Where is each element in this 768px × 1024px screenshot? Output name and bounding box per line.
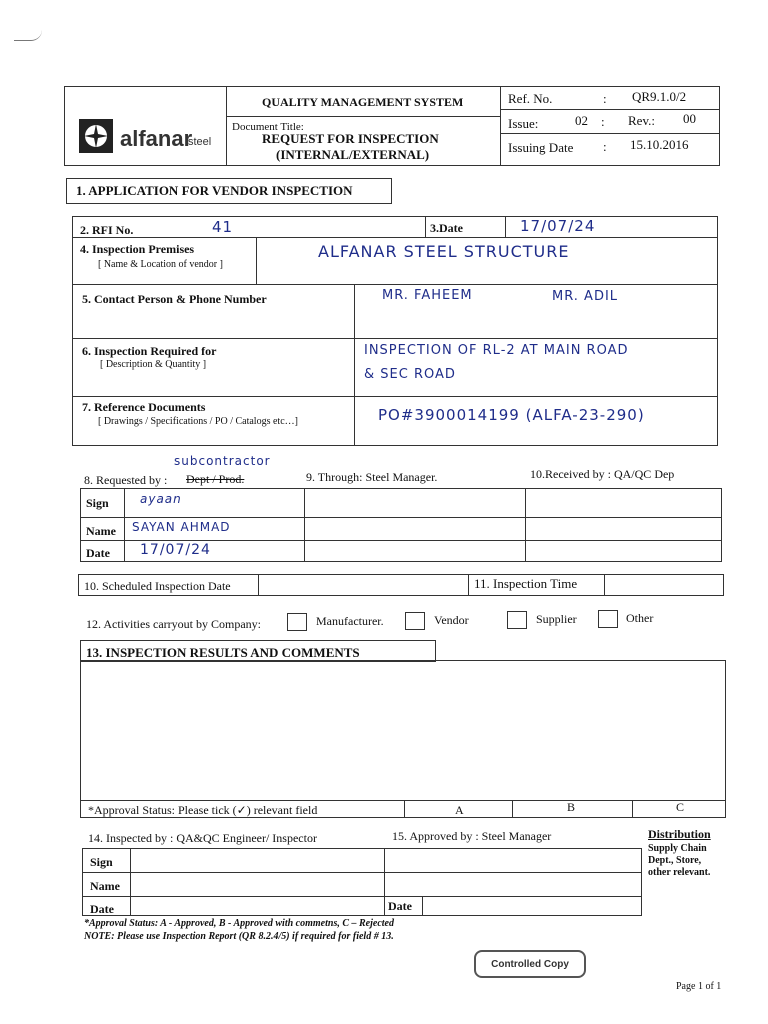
scan-mark <box>14 30 42 41</box>
issue-label: Issue: <box>508 116 539 131</box>
distribution-line2: Dept., Store, <box>648 855 702 866</box>
page-number: Page 1 of 1 <box>676 981 722 992</box>
controlled-copy-text: Controlled Copy <box>491 958 569 970</box>
alfanar-logo-icon <box>78 118 114 154</box>
ref-colon: : <box>603 91 607 106</box>
appr-date-label: Date <box>388 899 412 913</box>
requested-label: 8. Requested by : <box>84 473 168 487</box>
req-sign-label: Sign <box>86 496 109 510</box>
date-label: 3.Date <box>430 221 463 235</box>
insp-sign-label: Sign <box>90 855 113 869</box>
refdocs-label: 7. Reference Documents <box>82 400 206 414</box>
approval-note: *Approval Status: A - Approved, B - Approved with commetns, C – Rejected <box>84 918 394 929</box>
contact-value1: MR. FAHEEM <box>382 288 473 303</box>
received-label: 10.Received by : QA/QC Dep <box>530 467 675 481</box>
doc-title-line1: REQUEST FOR INSPECTION <box>262 131 439 146</box>
issuing-date-colon: : <box>603 139 607 154</box>
company-suffix: steel <box>188 136 212 148</box>
report-note: NOTE: Please use Inspection Report (QR 8.2.4/5) if required for field # 13. <box>84 931 394 942</box>
rfi-label: 2. RFI No. <box>80 223 134 237</box>
checkbox-supplier[interactable] <box>507 611 527 629</box>
req-name-label: Name <box>86 524 116 538</box>
option-supplier: Supplier <box>536 612 577 626</box>
req-name-value: SAYAN AHMAD <box>132 520 231 534</box>
requested-struck: Dept / Prod. <box>186 472 245 486</box>
required-value1: INSPECTION OF RL-2 AT MAIN ROAD <box>364 343 629 358</box>
premises-label: 4. Inspection Premises <box>80 242 195 256</box>
contact-value2: MR. ADIL <box>552 289 619 304</box>
premises-sub: [ Name & Location of vendor ] <box>98 259 223 270</box>
ref-value: QR9.1.0/2 <box>632 89 687 104</box>
approved-label: 15. Approved by : Steel Manager <box>392 829 552 843</box>
issuing-date-label: Issuing Date <box>508 140 574 155</box>
required-label: 6. Inspection Required for <box>82 344 217 358</box>
rev-value: 00 <box>683 111 696 126</box>
rev-label: Rev.: <box>628 113 655 128</box>
refdocs-value: PO#3900014199 (ALFA-23-290) <box>378 406 645 424</box>
doc-title-line2: (INTERNAL/EXTERNAL) <box>276 147 430 162</box>
requested-handwritten: subcontractor <box>174 454 271 468</box>
schedule-date-label: 10. Scheduled Inspection Date <box>84 579 231 593</box>
through-label: 9. Through: Steel Manager. <box>306 470 438 484</box>
checkbox-other[interactable] <box>598 610 618 628</box>
distribution-line1: Supply Chain <box>648 843 707 854</box>
required-value2: & SEC ROAD <box>364 367 456 382</box>
approval-col-a[interactable]: A <box>455 803 464 817</box>
premises-value: ALFANAR STEEL STRUCTURE <box>318 242 570 261</box>
approval-col-b[interactable]: B <box>567 800 576 814</box>
results-title: 13. INSPECTION RESULTS AND COMMENTS <box>86 645 360 660</box>
approval-status-label: *Approval Status: Please tick (✓) relevant field <box>88 803 318 817</box>
req-sign-value: ayaan <box>140 492 182 506</box>
doc-title-label: Document Title: <box>232 121 304 133</box>
schedule-time-label: 11. Inspection Time <box>474 576 578 591</box>
company-name: alfanar <box>120 126 193 151</box>
date-value: 17/07/24 <box>520 217 596 235</box>
results-comments-area[interactable] <box>80 660 726 818</box>
option-vendor: Vendor <box>434 613 469 627</box>
distribution-title: Distribution <box>648 827 711 841</box>
company-logo <box>78 118 218 158</box>
req-date-label: Date <box>86 546 110 560</box>
distribution-line3: other relevant. <box>648 867 711 878</box>
approval-col-c[interactable]: C <box>676 800 685 814</box>
qms-title: QUALITY MANAGEMENT SYSTEM <box>262 95 464 109</box>
checkbox-manufacturer[interactable] <box>287 613 307 631</box>
issuing-date-value: 15.10.2016 <box>630 137 689 152</box>
checkbox-vendor[interactable] <box>405 612 425 630</box>
rfi-value: 41 <box>212 218 234 236</box>
controlled-copy-stamp <box>474 950 586 978</box>
issue-value: 02 <box>575 113 588 128</box>
activities-label: 12. Activities carryout by Company: <box>86 617 261 631</box>
refdocs-sub: [ Drawings / Specifications / PO / Catalogs etc…] <box>98 416 298 427</box>
req-date-value: 17/07/24 <box>140 542 211 558</box>
insp-date-label: Date <box>90 902 114 916</box>
inspected-table <box>82 848 642 916</box>
option-other: Other <box>626 611 654 625</box>
inspected-label: 14. Inspected by : QA&QC Engineer/ Inspector <box>88 831 317 845</box>
issue-colon: : <box>601 114 605 129</box>
section1-title: 1. APPLICATION FOR VENDOR INSPECTION <box>76 183 353 198</box>
option-manufacturer: Manufacturer. <box>316 614 384 628</box>
insp-name-label: Name <box>90 879 120 893</box>
required-sub: [ Description & Quantity ] <box>100 359 207 370</box>
contact-label: 5. Contact Person & Phone Number <box>82 292 267 306</box>
ref-label: Ref. No. <box>508 91 553 106</box>
